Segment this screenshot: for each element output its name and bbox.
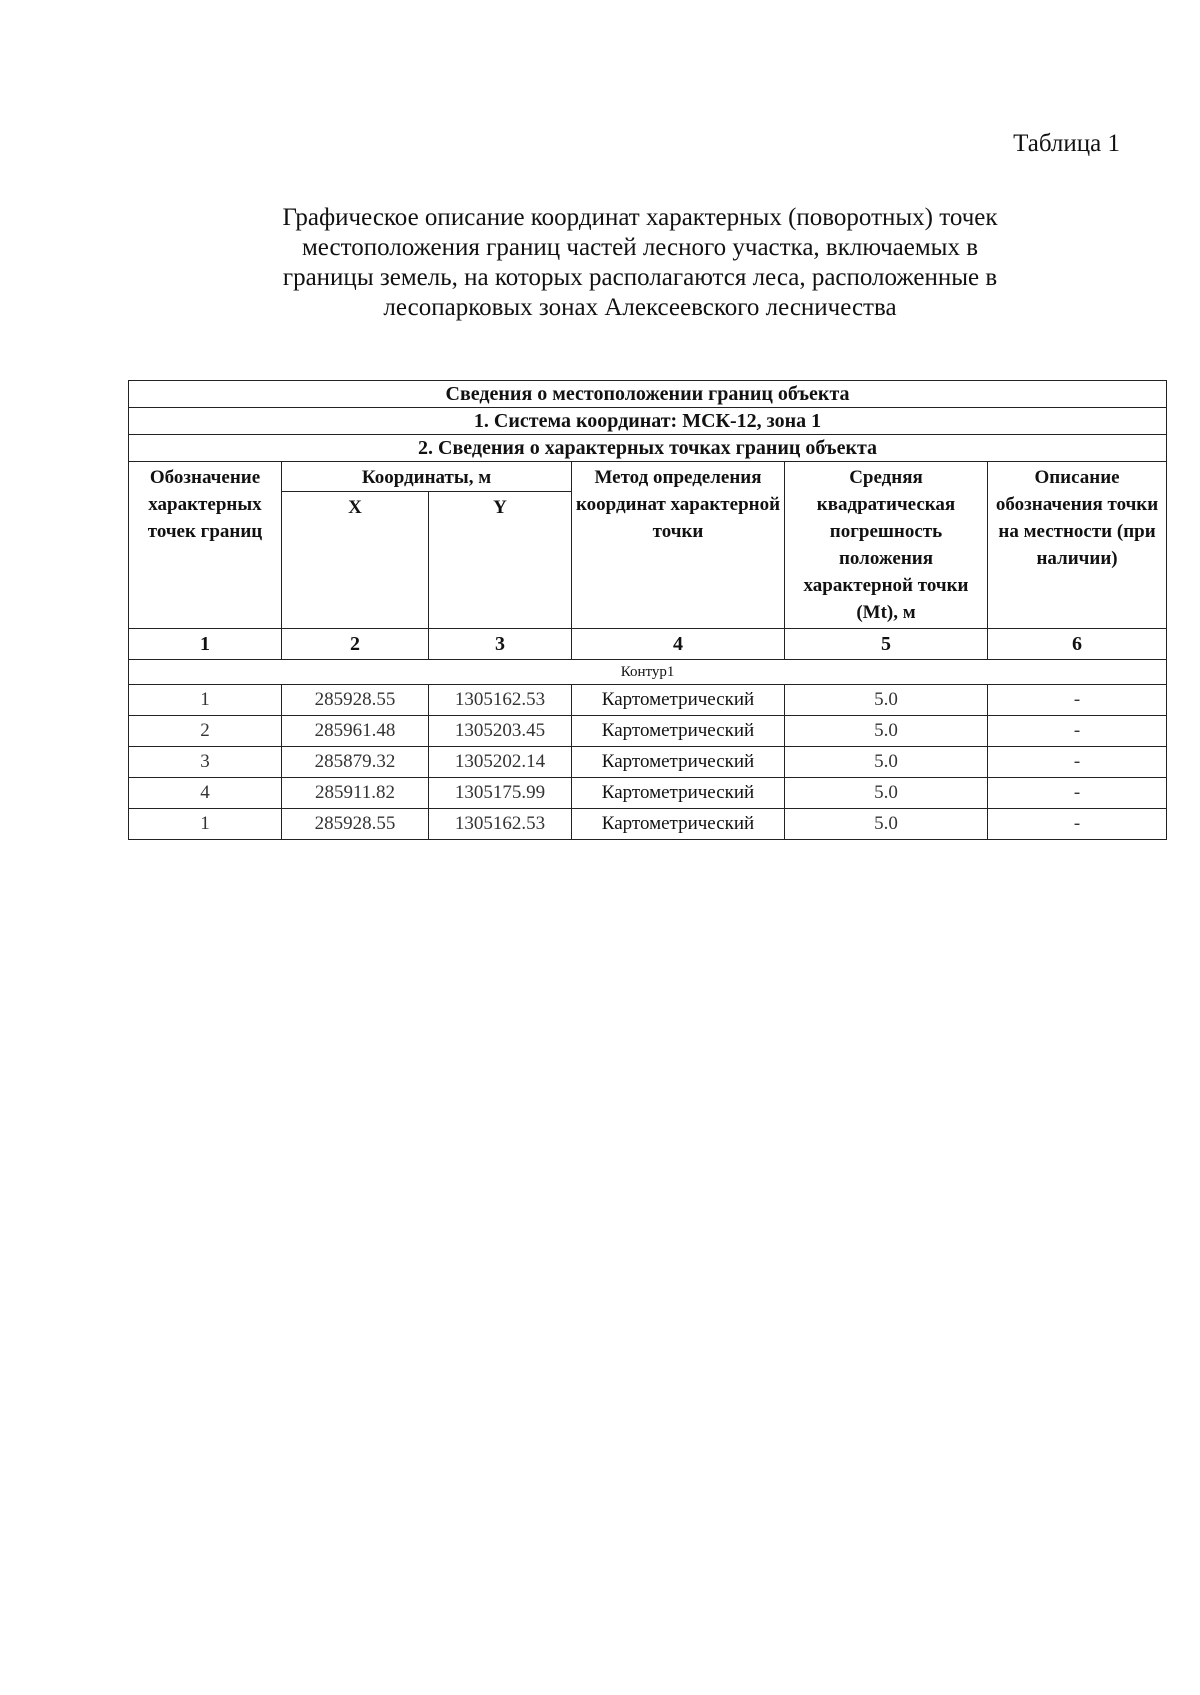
cell-x: 285928.55 [282, 685, 429, 716]
cell-error: 5.0 [785, 778, 988, 809]
column-number: 2 [282, 629, 429, 660]
cell-method: Картометрический [572, 685, 785, 716]
cell-point: 2 [129, 716, 282, 747]
cell-y: 1305162.53 [429, 685, 572, 716]
col-header-method: Метод определения координат характерной точки [572, 462, 785, 629]
cell-method: Картометрический [572, 809, 785, 840]
title-line: Графическое описание координат характерных (поворотных) точек [282, 204, 998, 231]
cell-y: 1305162.53 [429, 809, 572, 840]
col-header-x: X [282, 492, 429, 629]
table-row [129, 747, 1167, 778]
cell-method: Картометрический [572, 716, 785, 747]
col-header-error: Средняя квадратическая погрешность положения характерной точки (Mt), м [785, 462, 988, 629]
table-row [129, 716, 1167, 747]
cell-x: 285911.82 [282, 778, 429, 809]
cell-point: 1 [129, 809, 282, 840]
cell-y: 1305175.99 [429, 778, 572, 809]
table-header-points: 2. Сведения о характерных точках границ объекта [129, 435, 1167, 462]
column-numbers-row [129, 629, 1167, 660]
column-number: 6 [988, 629, 1167, 660]
cell-point: 4 [129, 778, 282, 809]
table-row [129, 809, 1167, 840]
contour-label: Контур1 [129, 660, 1167, 685]
col-header-description: Описание обозначения точки на местности (при наличии) [988, 462, 1167, 629]
cell-description: - [988, 747, 1167, 778]
cell-method: Картометрический [572, 747, 785, 778]
coordinates-table [128, 380, 1167, 840]
col-header-y: Y [429, 492, 572, 629]
title-line: лесопарковых зонах Алексеевского лесничества [383, 294, 897, 321]
cell-description: - [988, 716, 1167, 747]
cell-x: 285961.48 [282, 716, 429, 747]
column-number: 3 [429, 629, 572, 660]
cell-point: 1 [129, 685, 282, 716]
table-header-location: Сведения о местоположении границ объекта [129, 381, 1167, 408]
cell-description: - [988, 685, 1167, 716]
column-number: 4 [572, 629, 785, 660]
document-title [200, 203, 1080, 323]
table-row [129, 778, 1167, 809]
cell-error: 5.0 [785, 809, 988, 840]
cell-y: 1305202.14 [429, 747, 572, 778]
cell-description: - [988, 778, 1167, 809]
table-header-coord-system: 1. Система координат: МСК-12, зона 1 [129, 408, 1167, 435]
cell-x: 285879.32 [282, 747, 429, 778]
col-header-point: Обозначение характерных точек границ [129, 462, 282, 629]
cell-x: 285928.55 [282, 809, 429, 840]
cell-error: 5.0 [785, 716, 988, 747]
cell-error: 5.0 [785, 685, 988, 716]
cell-y: 1305203.45 [429, 716, 572, 747]
title-line: границы земель, на которых располагаются леса, расположенные в [282, 264, 998, 291]
col-header-coordinates: Координаты, м [282, 462, 572, 492]
cell-description: - [988, 809, 1167, 840]
table-label: Таблица 1 [1013, 130, 1120, 157]
cell-error: 5.0 [785, 747, 988, 778]
cell-method: Картометрический [572, 778, 785, 809]
title-line: местоположения границ частей лесного участка, включаемых в [301, 234, 979, 261]
table-row [129, 685, 1167, 716]
column-number: 5 [785, 629, 988, 660]
cell-point: 3 [129, 747, 282, 778]
column-number: 1 [129, 629, 282, 660]
